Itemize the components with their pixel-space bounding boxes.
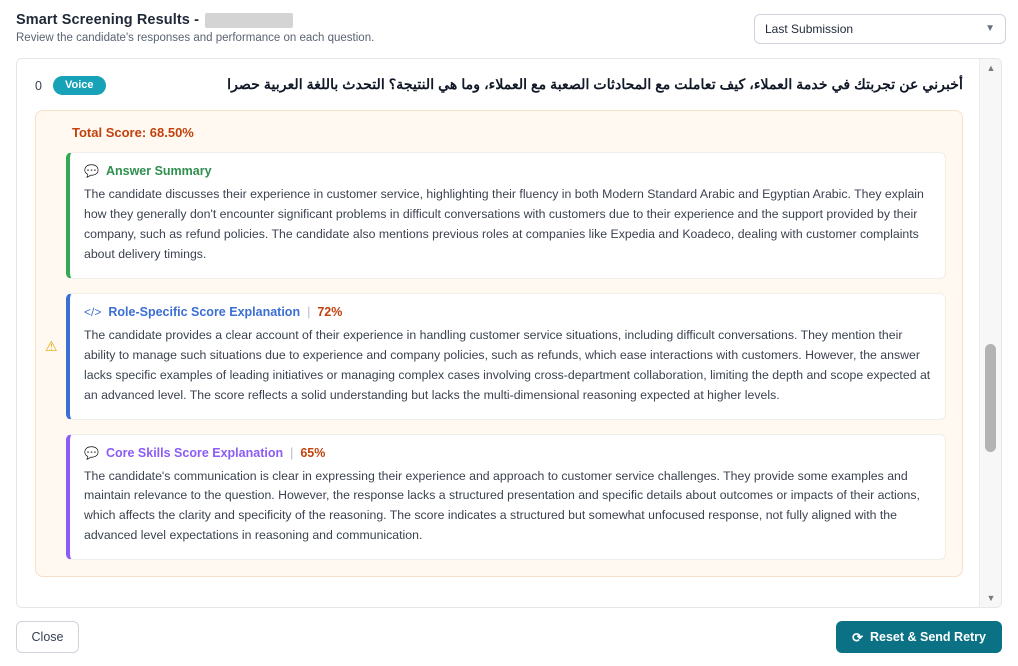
question-text: أخبرني عن تجربتك في خدمة العملاء، كيف تعاملت مع المحادثات الصعبة مع العملاء، وما هي النتيجة؟ التحدث باللغة العربية حصرا	[227, 77, 963, 93]
role-specific-score-block	[66, 293, 946, 420]
question-row	[35, 75, 963, 96]
comment-icon: 💬	[84, 164, 99, 179]
total-score-label: Total Score: 68.50%	[72, 125, 194, 141]
triangle-up-icon[interactable]: ▲	[986, 63, 996, 73]
block-body: The candidate's communication is clear in expressing their experience and approach to customer service challenges. They provide some examples and maintain relevance to the question. However, the response lacks a structured presentation and specific details about outcomes or impacts of their actions, which affects the clarity and specificity of the reasoning. The score indicates a structured but somewhat unfocused response, not fully aligned with the advanced level expectations in reasoning and communication.	[84, 468, 920, 543]
block-percent: 72%	[317, 304, 343, 319]
block-title: Answer Summary	[105, 164, 212, 179]
refresh-icon: ⟳	[852, 629, 863, 645]
warning-triangle-icon: ⚠	[45, 338, 58, 355]
question-index: 0	[35, 78, 42, 93]
answer-summary-block	[66, 152, 946, 279]
close-button[interactable]: Close	[16, 621, 79, 653]
block-body: The candidate discusses their experience in customer service, highlighting their fluency in both Modern Standard Arabic and Egyptian Arabic. They explain how they generally don't encounter significant problems in difficult conversations with customers due to their experience and the support provided by their company, such as refund policies. The candidate also mentions previous roles at companies like Expedia and Koadeco, dealing with customer complaints about delivery timings.	[84, 187, 924, 262]
block-title: Core Skills Score Explanation	[105, 445, 284, 460]
results-panel	[16, 58, 1002, 608]
block-percent: 65%	[300, 445, 326, 460]
page-subtitle: Review the candidate's responses and performance on each question.	[16, 32, 375, 44]
code-icon: </>	[84, 304, 102, 319]
block-divider: |	[290, 445, 294, 460]
results-content	[17, 59, 981, 607]
block-divider: |	[307, 304, 311, 319]
block-header	[84, 446, 931, 460]
status-badge: Voice	[53, 76, 106, 95]
redacted-candidate-name	[205, 13, 293, 28]
scrollbar-thumb[interactable]	[985, 344, 996, 452]
title-row	[16, 12, 374, 28]
submission-filter[interactable]	[754, 14, 1006, 44]
score-card	[35, 110, 963, 577]
submission-select-value: Last Submission	[765, 22, 854, 36]
page-header	[0, 0, 1018, 58]
footer-actions	[16, 620, 1002, 654]
block-title: Role-Specific Score Explanation	[108, 304, 301, 319]
reset-send-retry-button[interactable]	[836, 621, 1002, 653]
block-header	[84, 305, 931, 319]
comment-icon: 💬	[84, 445, 99, 460]
block-body: The candidate provides a clear account of their experience in handling customer service situations, including difficult conversations. They mention their ability to manage such situations due to experience and company policies, such as refunds, which ease interactions with customers. However, the answer lacks specific examples of leading initiatives or managing complex cases involving cross-department collaboration, limiting the depth and scope expected at an advanced level. The score reflects a solid understanding but lacks the multi-dimensional reasoning expected at higher levels.	[84, 327, 931, 402]
page-title: Smart Screening Results -	[16, 12, 199, 28]
submission-select[interactable]	[754, 14, 1006, 44]
reset-send-retry-label: Reset & Send Retry	[869, 630, 986, 644]
triangle-down-icon[interactable]: ▼	[986, 593, 996, 603]
block-header	[84, 164, 931, 178]
header-left	[16, 10, 374, 44]
vertical-scrollbar[interactable]	[979, 59, 1001, 607]
core-skills-score-block	[66, 434, 946, 561]
chevron-down-icon: ▼	[985, 23, 995, 34]
